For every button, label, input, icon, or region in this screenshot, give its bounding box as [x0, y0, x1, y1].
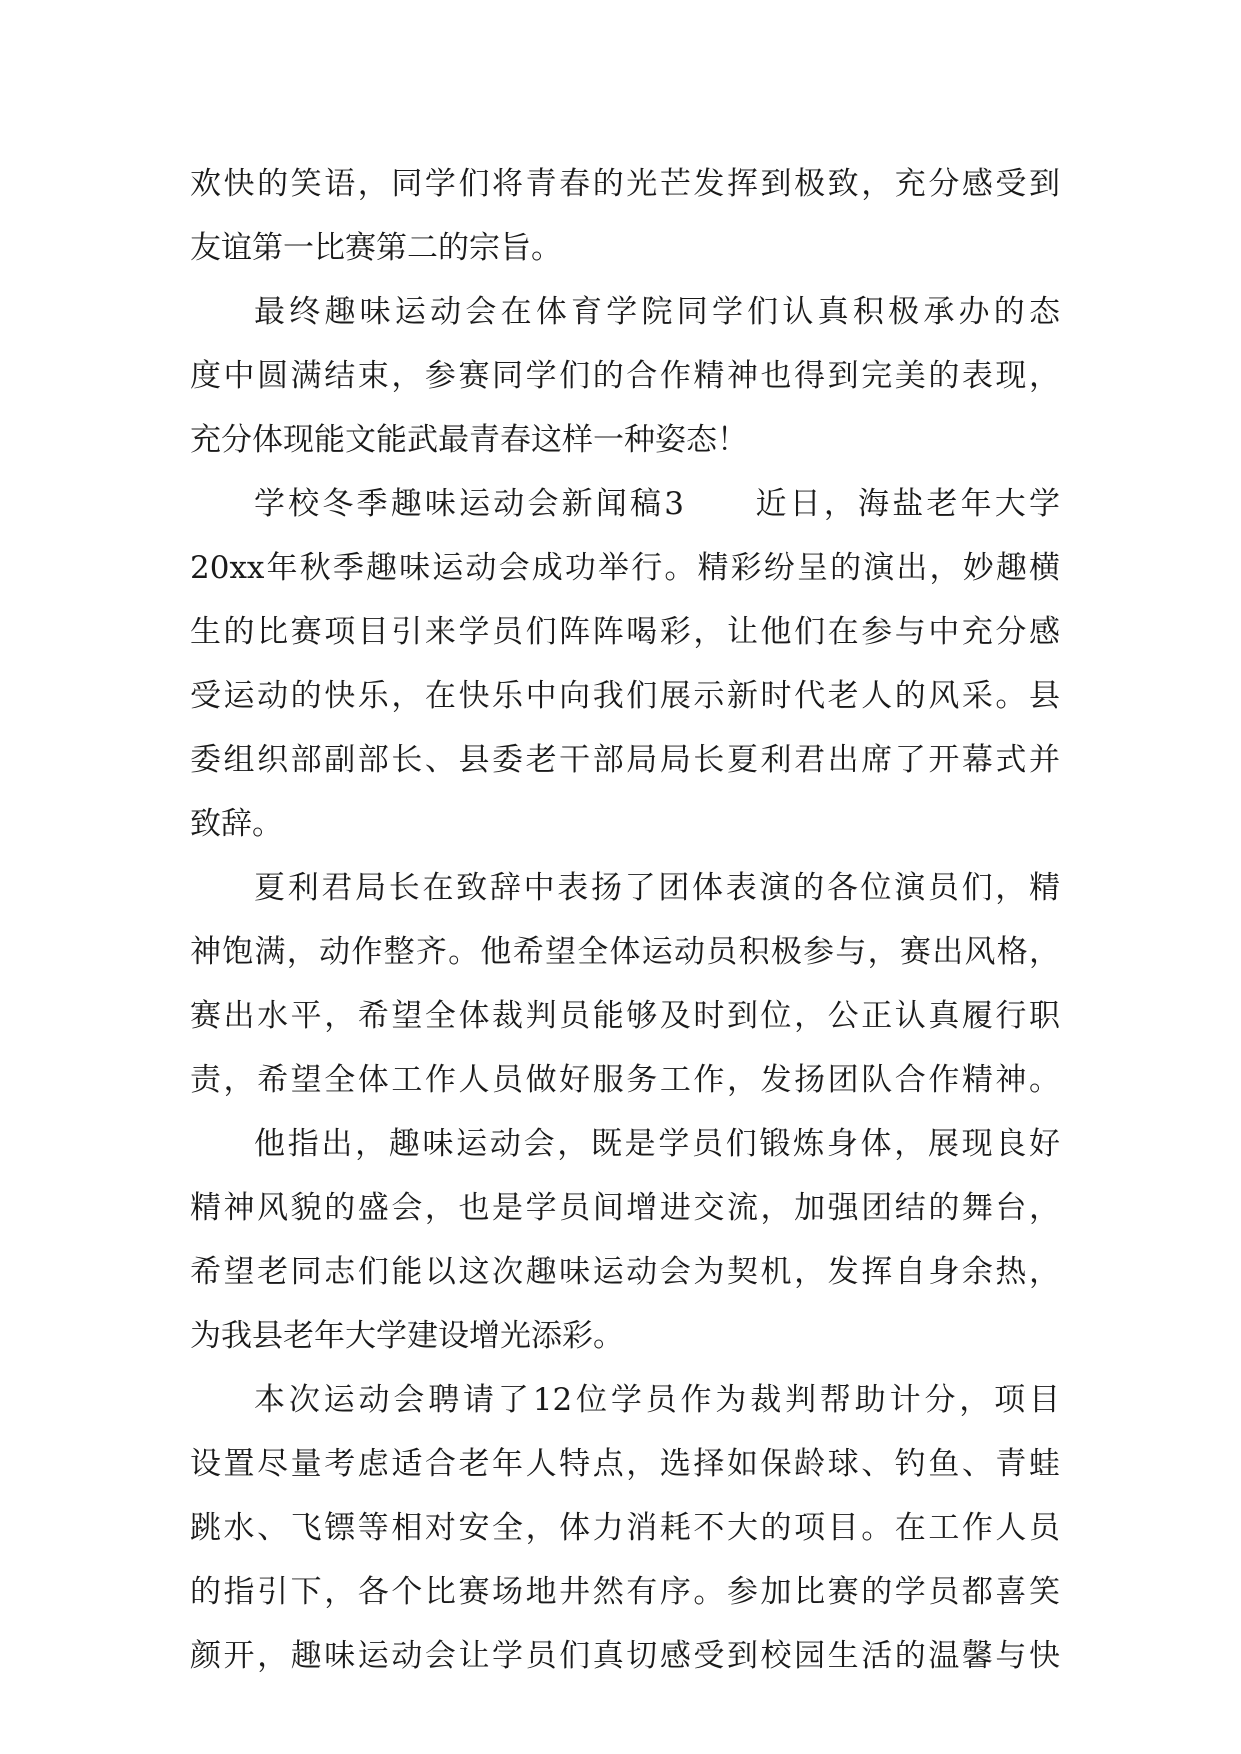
text-line: 友谊第一比赛第二的宗旨。 [190, 230, 562, 266]
text-line: 颜开，趣味运动会让学员们真切感受到校园生活的温馨与快 [190, 1638, 1060, 1674]
paragraph-start-line: 学校冬季趣味运动会新闻稿3 近日，海盐老年大学 [254, 486, 1060, 522]
text-line: 度中圆满结束，参赛同学们的合作精神也得到完美的表现， [190, 358, 1060, 394]
text-line: 跳水、飞镖等相对安全，体力消耗不大的项目。在工作人员 [190, 1510, 1060, 1546]
text-line: 责，希望全体工作人员做好服务工作，发扬团队合作精神。 [190, 1062, 1060, 1098]
text-line: 受运动的快乐，在快乐中向我们展示新时代老人的风采。县 [190, 678, 1060, 714]
text-line: 充分体现能文能武最青春这样一种姿态！ [190, 422, 748, 458]
article-body [190, 152, 1060, 1688]
text-line: 精神风貌的盛会，也是学员间增进交流，加强团结的舞台， [190, 1190, 1060, 1226]
text-line: 希望老同志们能以这次趣味运动会为契机，发挥自身余热， [190, 1254, 1060, 1290]
text-line: 20xx年秋季趣味运动会成功举行。精彩纷呈的演出，妙趣横 [190, 550, 1060, 586]
paragraph-start-line: 最终趣味运动会在体育学院同学们认真积极承办的态 [254, 294, 1060, 330]
text-line: 委组织部副部长、县委老干部局局长夏利君出席了开幕式并 [190, 742, 1060, 778]
text-line: 神饱满，动作整齐。他希望全体运动员积极参与，赛出风格， [190, 934, 1060, 970]
text-line: 赛出水平，希望全体裁判员能够及时到位，公正认真履行职 [190, 998, 1060, 1034]
text-line: 致辞。 [190, 806, 283, 842]
text-line: 欢快的笑语，同学们将青春的光芒发挥到极致，充分感受到 [190, 166, 1060, 202]
paragraph-start-line: 夏利君局长在致辞中表扬了团体表演的各位演员们，精 [254, 870, 1060, 906]
paragraph-start-line: 本次运动会聘请了12位学员作为裁判帮助计分，项目 [254, 1382, 1060, 1418]
text-line: 生的比赛项目引来学员们阵阵喝彩，让他们在参与中充分感 [190, 614, 1060, 650]
text-line: 为我县老年大学建设增光添彩。 [190, 1318, 624, 1354]
text-line: 的指引下，各个比赛场地井然有序。参加比赛的学员都喜笑 [190, 1574, 1060, 1610]
paragraph-start-line: 他指出，趣味运动会，既是学员们锻炼身体，展现良好 [254, 1126, 1060, 1162]
text-line: 设置尽量考虑适合老年人特点，选择如保龄球、钓鱼、青蛙 [190, 1446, 1060, 1482]
